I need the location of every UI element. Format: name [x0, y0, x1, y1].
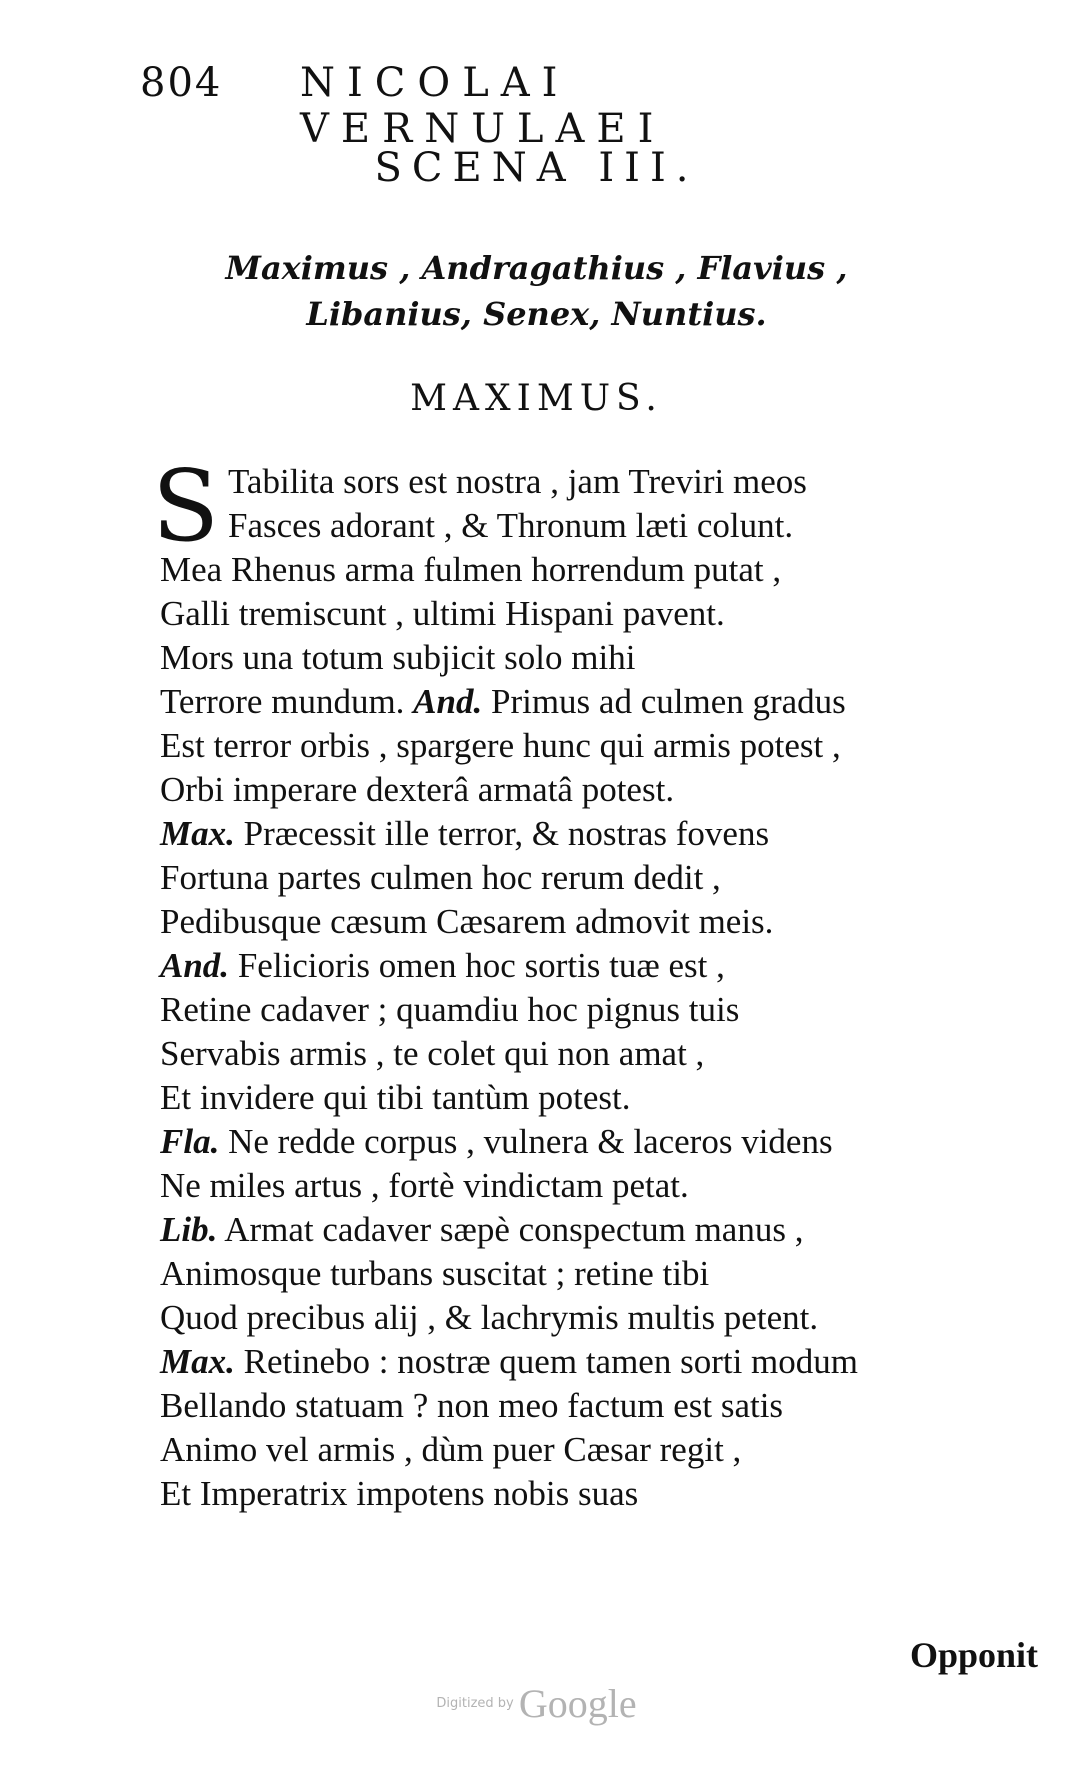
- verse-text: Mea Rhenus arma fulmen horrendum putat ,: [160, 550, 782, 589]
- verse-line: [160, 1034, 704, 1074]
- verse-text: Mors una totum subjicit solo mihi: [160, 638, 636, 677]
- verse-text: Et Imperatrix impotens nobis suas: [160, 1474, 639, 1513]
- speaker-label: And.: [413, 682, 483, 721]
- running-head: [140, 60, 940, 152]
- speaker-label: Fla.: [160, 1122, 220, 1161]
- verse-text: Animo vel armis , dùm puer Cæsar regit ,: [160, 1430, 742, 1469]
- verse-line: [160, 990, 739, 1030]
- speaker-heading: MAXIMUS.: [410, 378, 663, 419]
- verse-text: Bellando statuam ? non meo factum est satis: [160, 1386, 784, 1425]
- cast-list-line: Maximus , Andragathius , Flavius ,: [225, 249, 848, 287]
- verse-text: Orbi imperare dexterâ armatâ potest.: [160, 770, 675, 809]
- verse-text: Felicioris omen hoc sortis tuæ est ,: [237, 946, 725, 985]
- watermark-caption: Digitized by: [436, 1696, 514, 1711]
- verse-line: [160, 1298, 818, 1338]
- speaker-label: And.: [160, 946, 230, 985]
- speaker-label: Lib.: [160, 1210, 218, 1249]
- verse-text: Servabis armis , te colet qui non amat ,: [160, 1034, 705, 1073]
- cast-list-line: Libanius, Senex, Nuntius.: [306, 295, 767, 333]
- running-title: NICOLAI VERNULAEI: [300, 60, 666, 152]
- speaker-label: Max.: [160, 1342, 235, 1381]
- verse-text: Ne redde corpus , vulnera & laceros videns: [228, 1122, 833, 1161]
- speaker-label: Max.: [160, 814, 235, 853]
- verse-text: Retine cadaver ; quamdiu hoc pignus tuis: [160, 990, 740, 1029]
- verse-text: Galli tremiscunt , ultimi Hispani pavent.: [160, 594, 725, 633]
- verse-text: Et invidere qui tibi tantùm potest.: [160, 1078, 631, 1117]
- verse-line: [160, 770, 674, 810]
- verse-text: Animosque turbans suscitat ; retine tibi: [160, 1254, 710, 1293]
- verse-text: Retinebo : nostræ quem tamen sorti modum: [243, 1342, 859, 1381]
- verse-line: [160, 1254, 709, 1294]
- catchword: Opponit: [909, 1635, 1038, 1675]
- verse-line: [228, 506, 793, 546]
- verse-line: [160, 858, 721, 898]
- scene-heading: SCENA III.: [374, 145, 699, 191]
- verse-text: Fortuna partes culmen hoc rerum dedit ,: [160, 858, 721, 897]
- verse-line: [160, 946, 725, 986]
- verse-text: Tabilita sors est nostra , jam Treviri meos: [228, 462, 807, 501]
- verse-line: [160, 638, 635, 678]
- verse-line: [160, 726, 841, 766]
- verse-text: Est terror orbis , spargere hunc qui armis potest ,: [160, 726, 841, 765]
- google-logo: Google: [518, 1681, 637, 1726]
- verse-text: Ne miles artus , fortè vindictam petat.: [160, 1166, 689, 1205]
- verse-line: [160, 902, 773, 942]
- verse-line: [160, 1474, 638, 1514]
- verse-line: [160, 1342, 858, 1382]
- cast-list: [0, 245, 1073, 337]
- verse-line: [160, 1122, 833, 1162]
- verse-text: Præcessit ille terror, & nostras fovens: [243, 814, 770, 853]
- verse-line: [160, 1166, 689, 1206]
- verse-line: [160, 550, 781, 590]
- verse-text: Fasces adorant , & Thronum læti colunt.: [228, 506, 794, 545]
- verse-text: Primus ad culmen gradus: [490, 682, 846, 721]
- verse-text: Armat cadaver sæpè conspectum manus ,: [224, 1210, 804, 1249]
- verse-line: [160, 1078, 630, 1118]
- verse-text: Terrore mundum.: [160, 682, 405, 721]
- verse-line: [160, 1210, 803, 1250]
- verse-line: [160, 1386, 783, 1426]
- verse-line: [160, 814, 769, 854]
- page-number: 804: [140, 60, 223, 106]
- verse-text: Pedibusque cæsum Cæsarem admovit meis.: [160, 902, 774, 941]
- drop-cap: S: [152, 450, 220, 564]
- digitized-watermark: [0, 1680, 1073, 1727]
- verse-line: [160, 1430, 741, 1470]
- verse-line: [160, 594, 725, 634]
- verse-text: Quod precibus alij , & lachrymis multis petent.: [160, 1298, 819, 1337]
- verse-line: [160, 682, 846, 722]
- verse-line: [228, 462, 807, 502]
